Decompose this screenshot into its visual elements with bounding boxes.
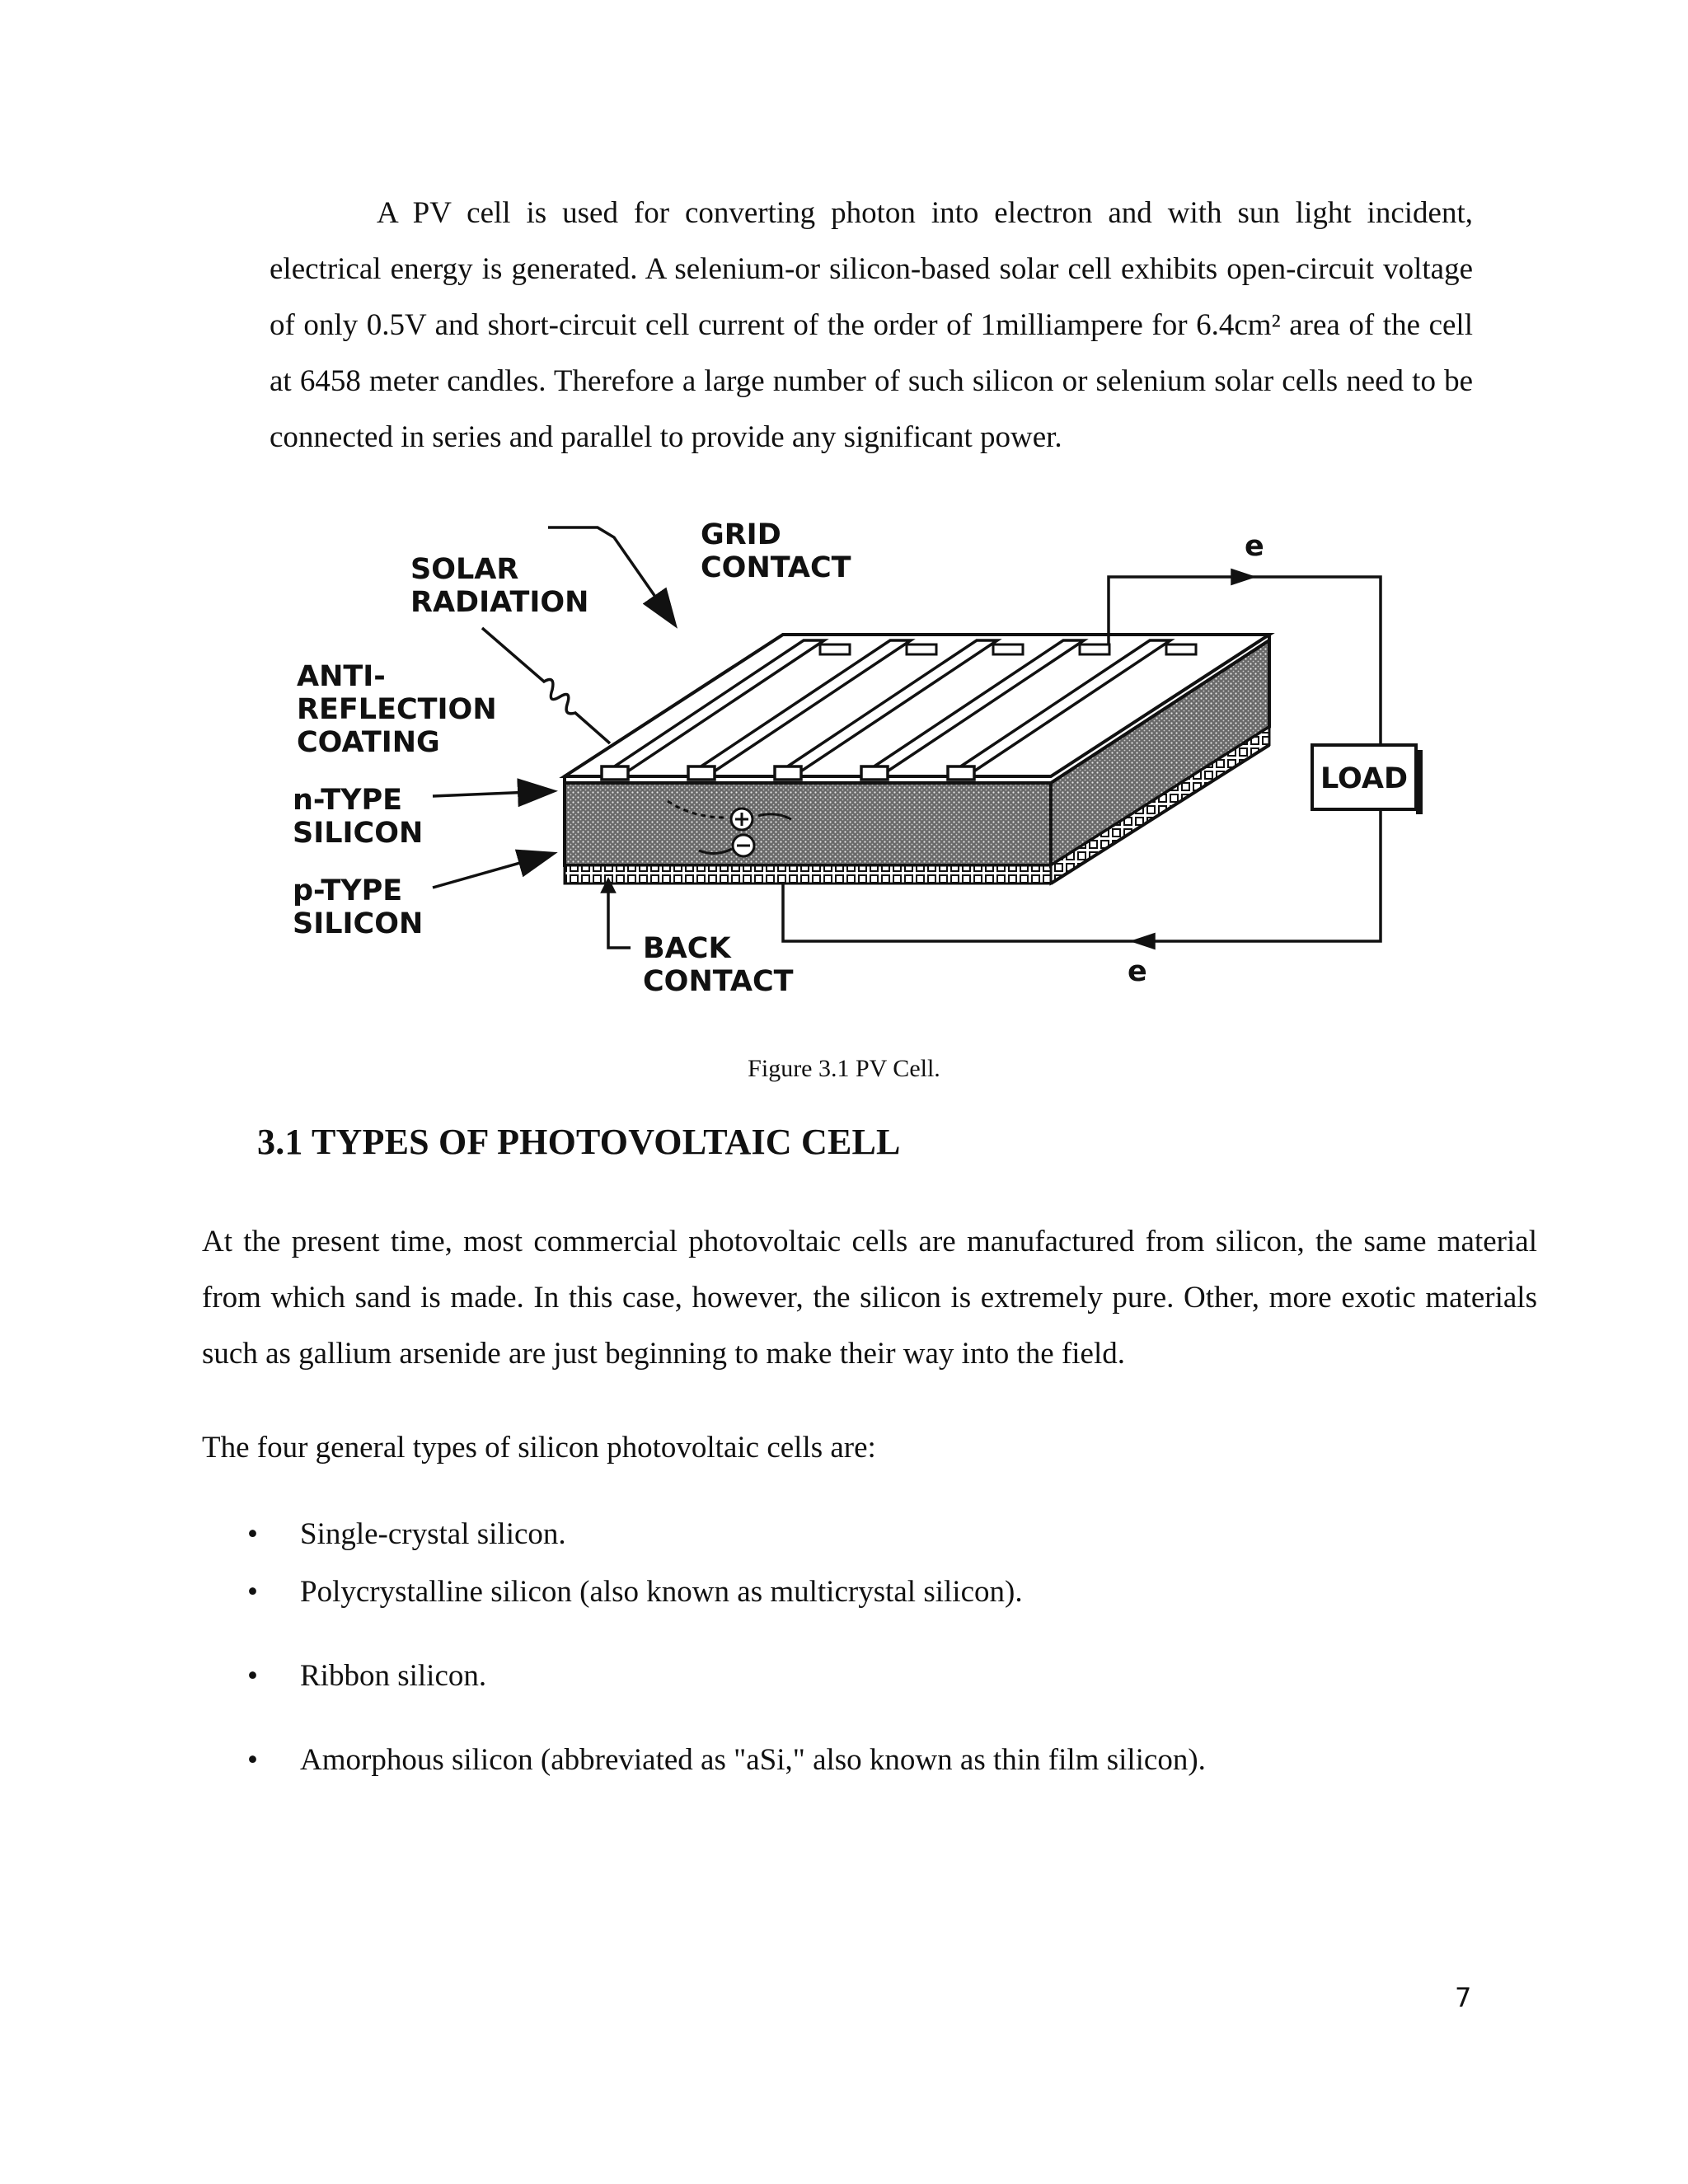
- types-paragraph: At the present time, most commercial photovoltaic cells are manufactured from silicon, the same material from which sand is made. In this case, however, the silicon is extremely pure. Other, more exotic materials such as gallium arsenide are just beginning to make their way into the field.: [202, 1225, 1537, 1371]
- load-box: [1312, 745, 1423, 814]
- list-item-text: Amorphous silicon (abbreviated as "aSi," also known as thin film silicon).: [300, 1743, 1206, 1777]
- bullet-icon: •: [247, 1743, 258, 1777]
- back-label: BACK: [643, 932, 731, 965]
- p-silicon-label: SILICON: [293, 907, 424, 940]
- pv-cell-figure: [280, 504, 1467, 1032]
- section-title: 3.1 TYPES OF PHOTOVOLTAIC CELL: [257, 1122, 901, 1162]
- back-contact-pointer: [603, 880, 631, 948]
- grid-label: GRID: [701, 518, 781, 551]
- electron-label-top: e: [1245, 530, 1264, 563]
- radiation-label: RADIATION: [410, 586, 589, 619]
- list-item-text: Ribbon silicon.: [300, 1659, 487, 1693]
- page-number: 7: [1455, 1982, 1472, 2013]
- bullet-icon: •: [247, 1575, 258, 1609]
- grid-contact-label: CONTACT: [701, 551, 851, 584]
- layer-pointers: [433, 791, 552, 888]
- solar-label: SOLAR: [410, 553, 519, 586]
- load-label: LOAD: [1320, 762, 1409, 795]
- coating-label: COATING: [297, 726, 440, 759]
- reflection-label: REFLECTION: [297, 693, 497, 726]
- solar-radiation-icon: [482, 628, 610, 743]
- cell-front-face: [565, 783, 1051, 883]
- n-type-label: n-TYPE: [293, 784, 403, 817]
- list-intro-paragraph: The four general types of silicon photovoltaic cells are:: [202, 1431, 876, 1465]
- bullet-icon: •: [247, 1517, 258, 1551]
- back-contact-label: CONTACT: [643, 965, 794, 998]
- figure-caption: Figure 3.1 PV Cell.: [748, 1055, 940, 1082]
- electron-label-bottom: e: [1128, 955, 1147, 988]
- intro-paragraph: A PV cell is used for converting photon into electron and with sun light incident, electrical energy is generated. A selenium-or silicon-based solar cell exhibits open-circuit voltage of only 0.5V and short-circuit cell current of the order of 1milliampere for 6.4cm² area of the cell at 6458 meter candles. Therefore a large number of such silicon or selenium solar cells need to be connected in series and parallel to provide any significant power.: [270, 196, 1473, 454]
- list-item-text: Polycrystalline silicon (also known as multicrystal silicon).: [300, 1575, 1023, 1609]
- list-item-text: Single-crystal silicon.: [300, 1517, 566, 1551]
- n-silicon-label: SILICON: [293, 817, 424, 850]
- p-type-label: p-TYPE: [293, 874, 403, 907]
- bullet-icon: •: [247, 1659, 258, 1693]
- anti-label: ANTI-: [297, 660, 386, 693]
